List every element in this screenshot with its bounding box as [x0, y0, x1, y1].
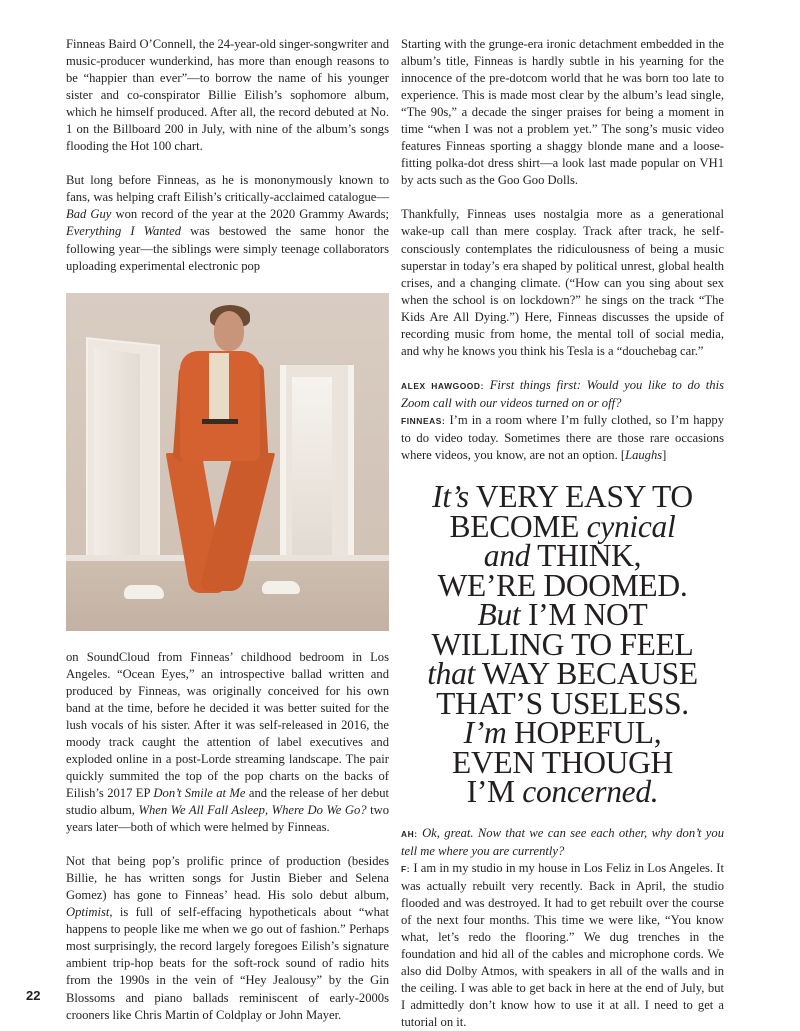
body-paragraph: Thankfully, Finneas uses nostalgia more as a generational wake-up call than mere cosplay. Track after track, he self-consciously contemplates the ridiculousness of being a music superstar in today’s era shaped by political unrest, global health crises, and a changing climate. (“How can you sing about sex when the school is on lockdown?” he sings on the track “The Kids Are All Dying.”) Here, Finneas discusses the upside of recording music from home, the mental toll of social media, and why he knows you think his Tesla is a “douchebag car.” — [401, 207, 724, 358]
interview-answer: F: I am in my studio in my house in Los Feliz in Los Angeles. It was actually rebuilt very recently. Back in April, the studio flooded and was destroyed. It had to get rebuilt over the course of the next four months. This time we were like, “You know what, let’s redo the flooring.” We dug trenches in the foundation and hid all of the cables and microphone cords. We also did Dolby Atmos, with speakers in all of the walls and in the ceiling. I was able to get back in here at the end of July, but I admittedly don’t know how to use it at all. I need to get a tutorial on it. — [401, 860, 724, 1030]
body-paragraph: Starting with the grunge-era ironic detachment embedded in the album’s title, Finneas is hardly subtle in his yearning for the innocence of the pre-dotcom world that he was born too late to experience. This is made most clear by the album’s lead single, “The 90s,” a decade the singer praises for being a moment in time “when I was not a problem yet.” The song’s music video features Finneas sporting a shaggy blonde mane and a loose-fitting polka-dot dress shirt—a look last made popular on VH1 by acts such as the Goo Goo Dolls. — [401, 37, 724, 188]
right-column — [401, 36, 724, 1031]
interview-question: ALEX HAWGOOD: First things first: Would you like to do this Zoom call with our videos turned on or off? — [401, 377, 724, 410]
speaker-label: FINNEAS: — [401, 415, 446, 426]
speaker-label: F: — [401, 863, 411, 874]
body-paragraph: Finneas Baird O’Connell, the 24-year-old singer-songwriter and music-producer wunderkind, has more than enough reasons to be “happier than ever”—to borrow the name of his younger sister and co-conspirator Billie Eilish’s sophomore album, which he himself produced. After all, the record debuted at No. 1 on the Billboard 200 in July, with nine of the album’s songs flooding the Hot 100 chart. — [66, 37, 390, 154]
page-number: 22 — [26, 988, 41, 1003]
body-paragraph: Not that being pop’s prolific prince of production (besides Billie, he has written songs for Justin Bieber and Selena Gomez) has gone to Finneas’ head. His solo debut album, Optimist, is full of self-effacing hypotheticals about “what happens to people like me when we go out of fashion.” Perhaps most surprisingly, the record largely foregoes Eilish’s signature ambient trip-hop beats for the soft-rock sound of radio hits from the 1990s in the vein of “Hey Jealousy” by the Gin Blossoms and piano ballads reminiscent of early-2000s crooners like Chris Martin of Coldplay or John Mayer. — [66, 854, 389, 1022]
left-column — [66, 36, 389, 1024]
interview-question: AH: Ok, great. Now that we can see each other, why don’t you tell me where you are currently? — [401, 825, 724, 858]
interview-answer: FINNEAS: I’m in a room where I’m fully clothed, so I’m happy to do video today. Sometimes there are those rare occasions where videos, you know, are not an option. [Laughs] — [401, 412, 724, 463]
body-paragraph: But long before Finneas, as he is mononymously known to fans, was helping craft Eilish’s critically-acclaimed catalogue—Bad Guy won record of the year at the 2020 Grammy Awards; Everything I Wanted was bestowed the same honor the following year—the siblings were simply teenage collaborators uploading experimental electronic pop — [66, 173, 389, 273]
pull-quote: It’s VERY EASY TO BECOME cynical and THINK, WE’RE DOOMED. But I’M NOT WILLING TO FEEL that WAY BECAUSE THAT’S USELESS. I’m HOPEFUL, EVEN THOUGH I’M concerned. — [427, 479, 698, 810]
speaker-label: AH: — [401, 828, 418, 839]
body-paragraph: on SoundCloud from Finneas’ childhood bedroom in Los Angeles. “Ocean Eyes,” an introspective ballad written and produced by Finneas, was originally conceived for his own band at the time, before he decided it was better suited for the lush vocals of his sister. After it was self-released in 2016, the moody track caught the attention of label executives and exploded online in a post-Lorde streaming landscape. The pair quickly summited the top of the pop charts on the backs of Eilish’s 2017 EP Don’t Smile at Me and the release of her debut studio album, When We All Fall Asleep, Where Do We Go? two years later—both of which were helmed by Finneas. — [66, 649, 389, 835]
portrait-photo — [66, 293, 389, 631]
speaker-label: ALEX HAWGOOD: — [401, 380, 484, 391]
